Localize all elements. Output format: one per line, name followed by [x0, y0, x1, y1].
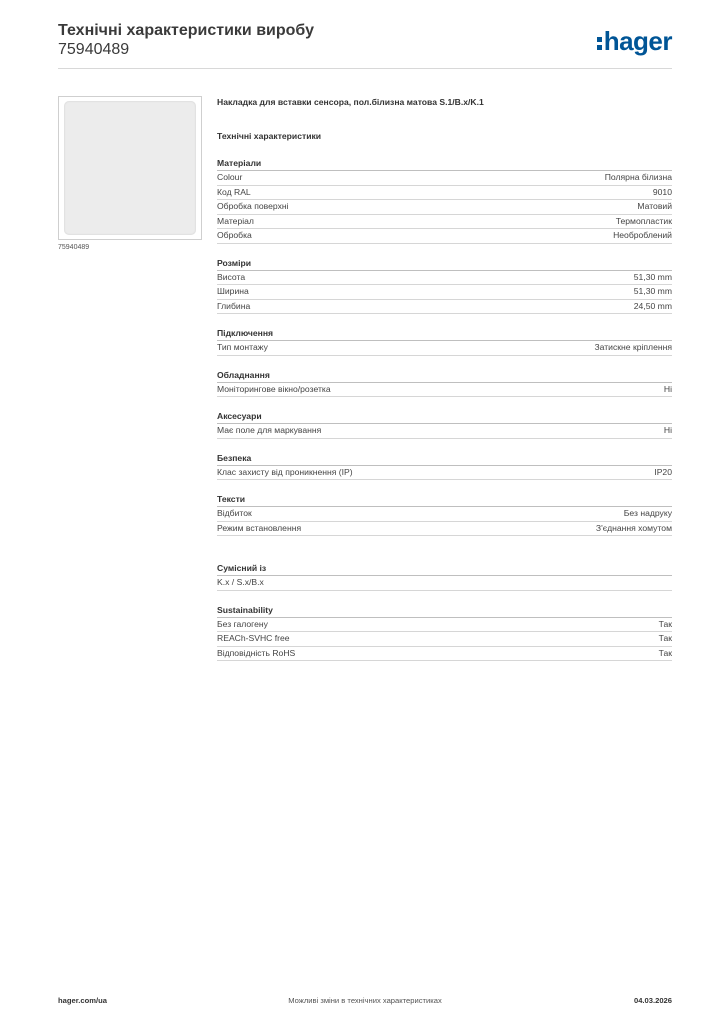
spec-group: [217, 256, 672, 315]
spec-row-label: Тип монтажу: [217, 342, 268, 352]
spec-group: [217, 326, 672, 356]
product-image-caption: 75940489: [58, 244, 90, 251]
spec-group-title: Сумісний із: [217, 561, 672, 576]
product-image-frame: [58, 96, 202, 240]
spec-row-value: Так: [658, 633, 672, 643]
spec-group: [217, 492, 672, 536]
spec-row-value: IP20: [654, 466, 672, 477]
spec-group-title: Аксесуари: [217, 409, 672, 424]
spec-group: [217, 368, 672, 398]
spec-row: [217, 271, 672, 286]
spec-groups: [217, 156, 672, 661]
page-footer: [58, 996, 672, 1008]
footer-note: Можливі зміни в технічних характеристиках: [288, 996, 442, 1005]
footer-website-link[interactable]: hager.com/ua: [58, 996, 107, 1005]
spec-row: [217, 618, 672, 633]
spec-row: [217, 229, 672, 244]
spec-row: [217, 200, 672, 215]
spec-row-label: Має поле для маркування: [217, 425, 322, 435]
spec-row-value: 51,30 mm: [633, 286, 672, 296]
spec-group: [217, 156, 672, 244]
spec-row-label: Відбиток: [217, 508, 252, 518]
spec-row: [217, 215, 672, 230]
spec-group-title: Тексти: [217, 492, 672, 507]
spec-group-title: Безпека: [217, 451, 672, 466]
spec-row-value: Полярна білизна: [604, 172, 672, 182]
spec-group: [217, 603, 672, 662]
spec-row: [217, 186, 672, 201]
spec-row-value: 9010: [652, 186, 672, 197]
spec-group-title: Підключення: [217, 326, 672, 341]
spec-group-title: Розміри: [217, 256, 672, 271]
spec-row-value: Ні: [663, 383, 672, 394]
spec-row-label: Висота: [217, 271, 246, 282]
spec-group: [217, 561, 672, 591]
spec-row: [217, 632, 672, 647]
footer-date: 04.03.2026: [633, 996, 672, 1005]
spec-row-label: Обробка: [217, 230, 252, 240]
page-header: [58, 22, 672, 70]
spec-row-label: Colour: [217, 172, 243, 182]
spec-row-label: Матеріал: [217, 215, 254, 226]
spec-row-label: Код RAL: [217, 186, 251, 197]
spec-row-label: Глибина: [217, 300, 251, 311]
logo-text: hager: [603, 26, 672, 56]
spec-row: [217, 383, 672, 398]
spec-row: [217, 522, 672, 537]
spec-group: [217, 409, 672, 439]
spec-section-title: Технічні характеристики: [217, 131, 322, 141]
spec-row: [217, 171, 672, 186]
spec-row-label: Без галогену: [217, 618, 268, 629]
header-divider: [58, 68, 672, 69]
spec-row-label: K.x / S.x/B.x: [217, 577, 264, 587]
spec-row-value: Так: [658, 647, 672, 658]
spec-row: [217, 647, 672, 662]
spec-row-value: Ні: [663, 425, 672, 435]
spec-row-label: Відповідність RoHS: [217, 647, 296, 658]
spec-row-value: Матовий: [637, 201, 672, 211]
spec-row-value: 51,30 mm: [633, 271, 672, 282]
spec-row-value: Без надруку: [623, 508, 672, 518]
spec-row-value: Термопластик: [615, 215, 672, 226]
product-name: Накладка для вставки сенсора, пол.білизна матова S.1/B.x/K.1: [217, 97, 484, 107]
spec-row-value: З'єднання хомутом: [595, 522, 672, 533]
spec-content: [217, 96, 672, 661]
spec-row: [217, 466, 672, 481]
spec-row: [217, 507, 672, 522]
spec-row: [217, 576, 672, 591]
logo-dots-icon: [597, 35, 602, 51]
product-code: 75940489: [58, 41, 130, 58]
spec-group-title: Матеріали: [217, 156, 672, 171]
spec-row-label: REACh-SVHC free: [217, 633, 290, 643]
spec-row: [217, 300, 672, 315]
spec-row-label: Клас захисту від проникнення (IP): [217, 466, 353, 477]
spec-row-label: Моніторингове вікно/розетка: [217, 383, 331, 394]
spec-row: [217, 285, 672, 300]
spec-row-value: 24,50 mm: [633, 300, 672, 311]
spec-row: [217, 341, 672, 356]
product-image: [64, 101, 196, 235]
spec-group-title: Обладнання: [217, 368, 672, 383]
spec-group: [217, 451, 672, 481]
spec-row-value: Затискне кріплення: [594, 342, 672, 352]
spec-row-label: Режим встановлення: [217, 522, 302, 533]
spec-row-value: Так: [658, 618, 672, 629]
spec-group-title: Sustainability: [217, 603, 672, 618]
page-title: Технічні характеристики виробу: [58, 22, 314, 39]
hager-logo: [597, 26, 672, 56]
spec-row-value: Необроблений: [613, 230, 672, 240]
spec-row: [217, 424, 672, 439]
spec-row-label: Обробка поверхні: [217, 201, 289, 211]
spec-row-label: Ширина: [217, 286, 249, 296]
